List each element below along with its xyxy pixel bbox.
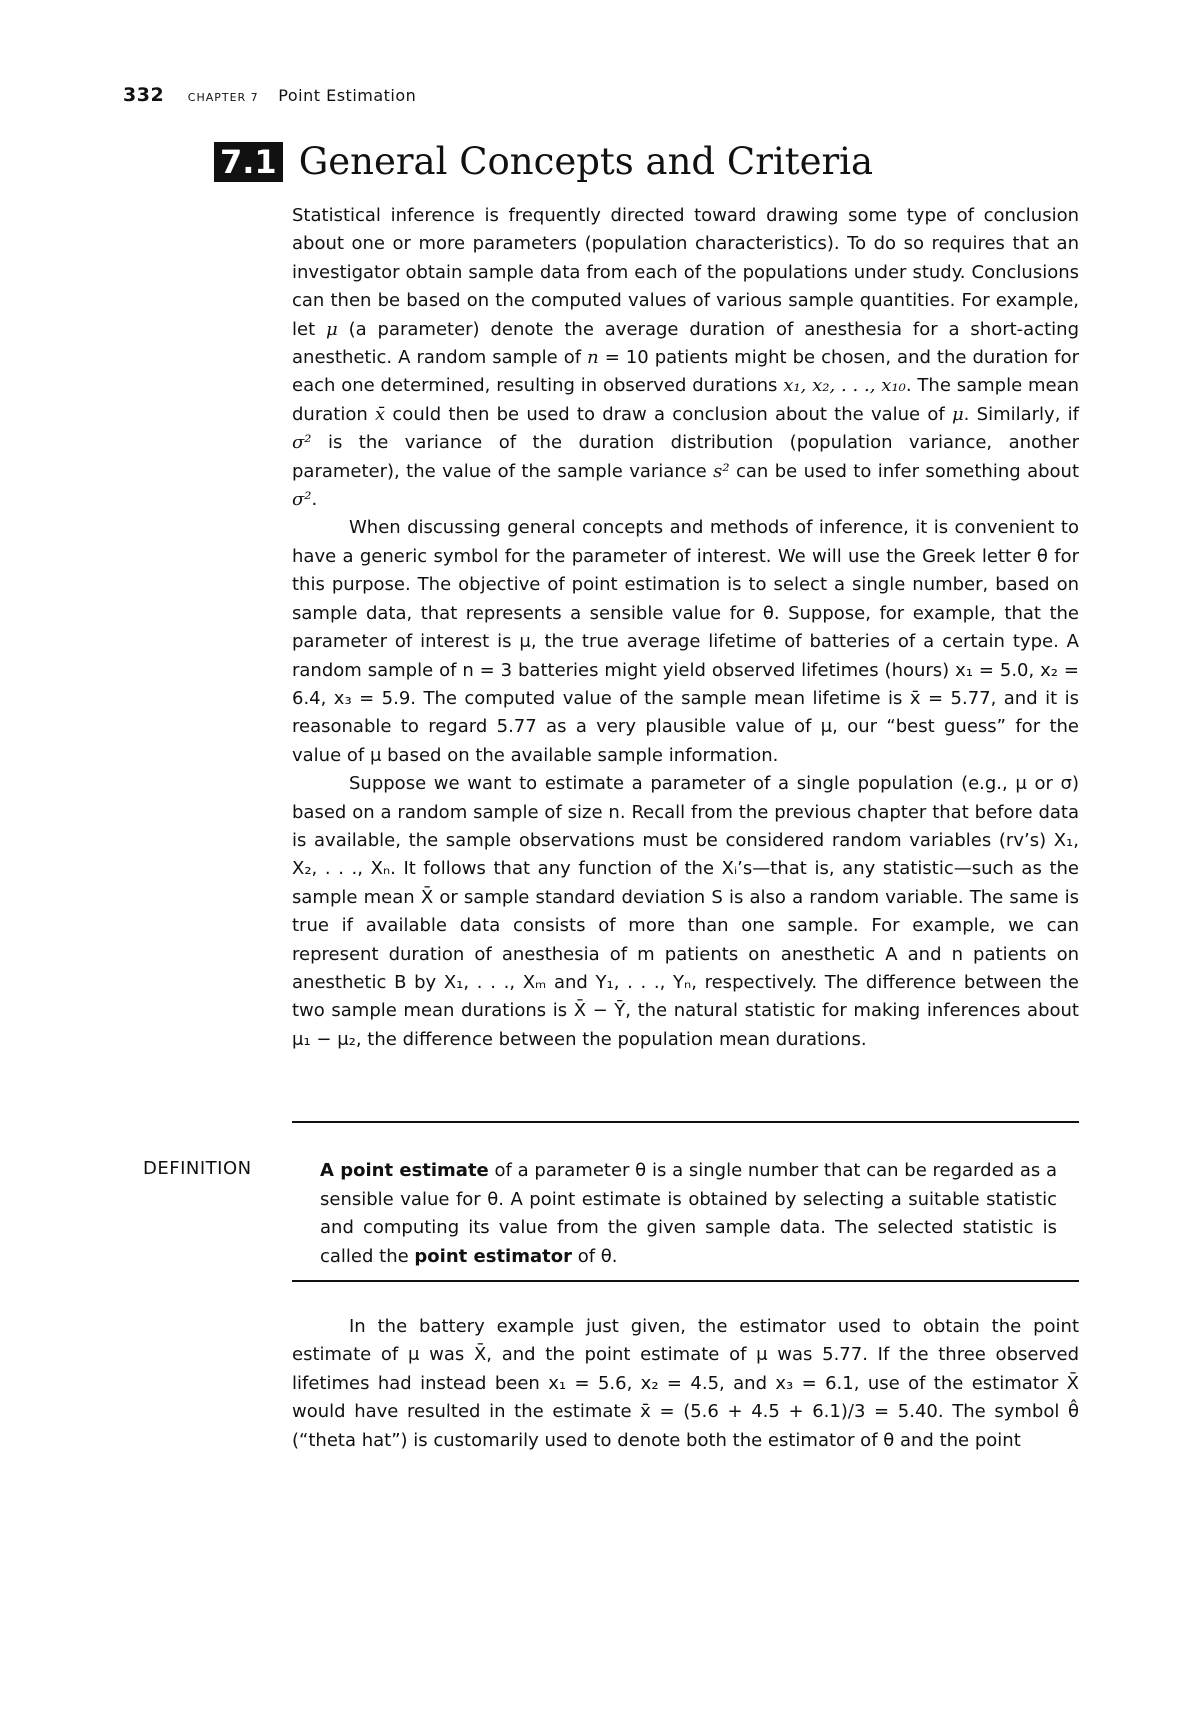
intro-text — [292, 202, 1079, 1054]
p1-sigma-squared-2: σ² — [292, 489, 312, 511]
chapter-label: CHAPTER 7 — [187, 91, 259, 104]
page-number: 332 — [123, 84, 165, 106]
p1-sigma-squared: σ² — [292, 432, 312, 454]
p1-mu-2: μ — [951, 403, 964, 425]
p1-text-h: can be used to infer something about — [729, 460, 1080, 482]
p1-xs: x₁, x₂, . . ., x₁₀ — [783, 375, 906, 397]
paragraph-2: When discussing general concepts and methods of inference, it is convenient to have a generic symbol for the parameter of interest. We will use the Greek letter θ for this purpose. The objective of point estimation is to select a single number, based on sample data, that represents a sensible value for θ. Suppose, for example, that the parameter of interest is μ, the true average lifetime of batteries of a certain type. A random sample of n = 3 batteries might yield observed lifetimes (hours) x₁ = 5.0, x₂ = 6.4, x₃ = 5.9. The computed value of the sample mean lifetime is x̄ = 5.77, and it is reasonable to regard 5.77 as a very plausible value of μ, our “best guess” for the value of μ based on the available sample information. — [292, 517, 1079, 766]
paragraph-3: Suppose we want to estimate a parameter of a single population (e.g., μ or σ) based on a random sample of size n. Recall from the previous chapter that before data is available, the sample observations must be considered random variables (rv’s) X₁, X₂, . . ., Xₙ. It follows that any function of the Xᵢ’s—that is, any statistic—such as the sample mean X̄ or sample standard deviation S is also a random variable. The same is true if available data consists of more than one sample. For example, we can represent duration of anesthesia of m patients on anesthetic A and n patients on anesthetic B by X₁, . . ., Xₘ and Y₁, . . ., Yₙ, respectively. The difference between the two sample mean durations is X̄ − Ȳ, the natural statistic for making inferences about μ₁ − μ₂, the difference between the population mean durations. — [292, 773, 1079, 1050]
p1-text-b: (a parameter) denote the average duration of anesthesia for a short-acting anesthetic. A random sample of — [292, 318, 1080, 369]
section-heading — [214, 140, 873, 183]
p1-text-d: . The sample mean duration — [292, 375, 1080, 425]
section-title: General Concepts and Criteria — [298, 140, 874, 183]
p1-text-a: Statistical inference is frequently directed toward drawing some type of conclusion about one or more parameters (population characteristics). To do so requires that an investigator obtain sample data from each of the populations under study. Conclusions can then be based on the computed values of various sample quantities. For example, let — [292, 205, 1079, 340]
definition-term-1: A point estimate — [320, 1160, 489, 1181]
definition-bottom-rule — [292, 1280, 1079, 1282]
continuation-text — [292, 1313, 1079, 1455]
definition-term-2: point estimator — [414, 1245, 572, 1267]
chapter-title: Point Estimation — [278, 86, 417, 105]
definition-text-1: of a parameter θ is a single number that can be regarded as a sensible value for θ. A point estimate is obtained by selecting a suitable statistic and computing its value from the given sample data. The selected statistic is called the — [320, 1160, 1058, 1267]
p1-text-g: is the variance of the duration distribution (population variance, another parameter), the value of the sample variance — [292, 432, 1079, 482]
definition-label: DEFINITION — [143, 1158, 252, 1179]
p1-n: n — [587, 347, 599, 369]
paragraph-4: In the battery example just given, the estimator used to obtain the point estimate of μ was X̄, and the point estimate of μ was 5.77. If the three observed lifetimes had instead been x₁ = 5.6, x₂ = 4.5, and x₃ = 6.1, use of the estimator X̄ would have resulted in the estimate x̄ = (5.6 + 4.5 + 6.1)/3 = 5.40. The symbol θ̂ (“theta hat”) is customarily used to denote both the estimator of θ and the point — [292, 1316, 1079, 1451]
running-head — [123, 84, 416, 106]
p1-text-i: . — [311, 489, 318, 511]
p1-mu: μ — [326, 318, 338, 340]
definition-top-rule — [292, 1121, 1079, 1123]
p1-s-squared: s² — [713, 460, 730, 482]
p1-xbar: x̄ — [375, 403, 386, 425]
section-number: 7.1 — [214, 142, 283, 182]
definition-box — [320, 1157, 1057, 1271]
p1-text-f: . Similarly, if — [963, 403, 1079, 425]
definition-text-2: of θ. — [571, 1245, 618, 1267]
p1-text-e: could then be used to draw a conclusion about the value of — [385, 403, 952, 425]
paragraph-1 — [292, 202, 1079, 514]
p1-text-c: = 10 patients might be chosen, and the duration for each one determined, resulting in observed durations — [292, 347, 1079, 397]
